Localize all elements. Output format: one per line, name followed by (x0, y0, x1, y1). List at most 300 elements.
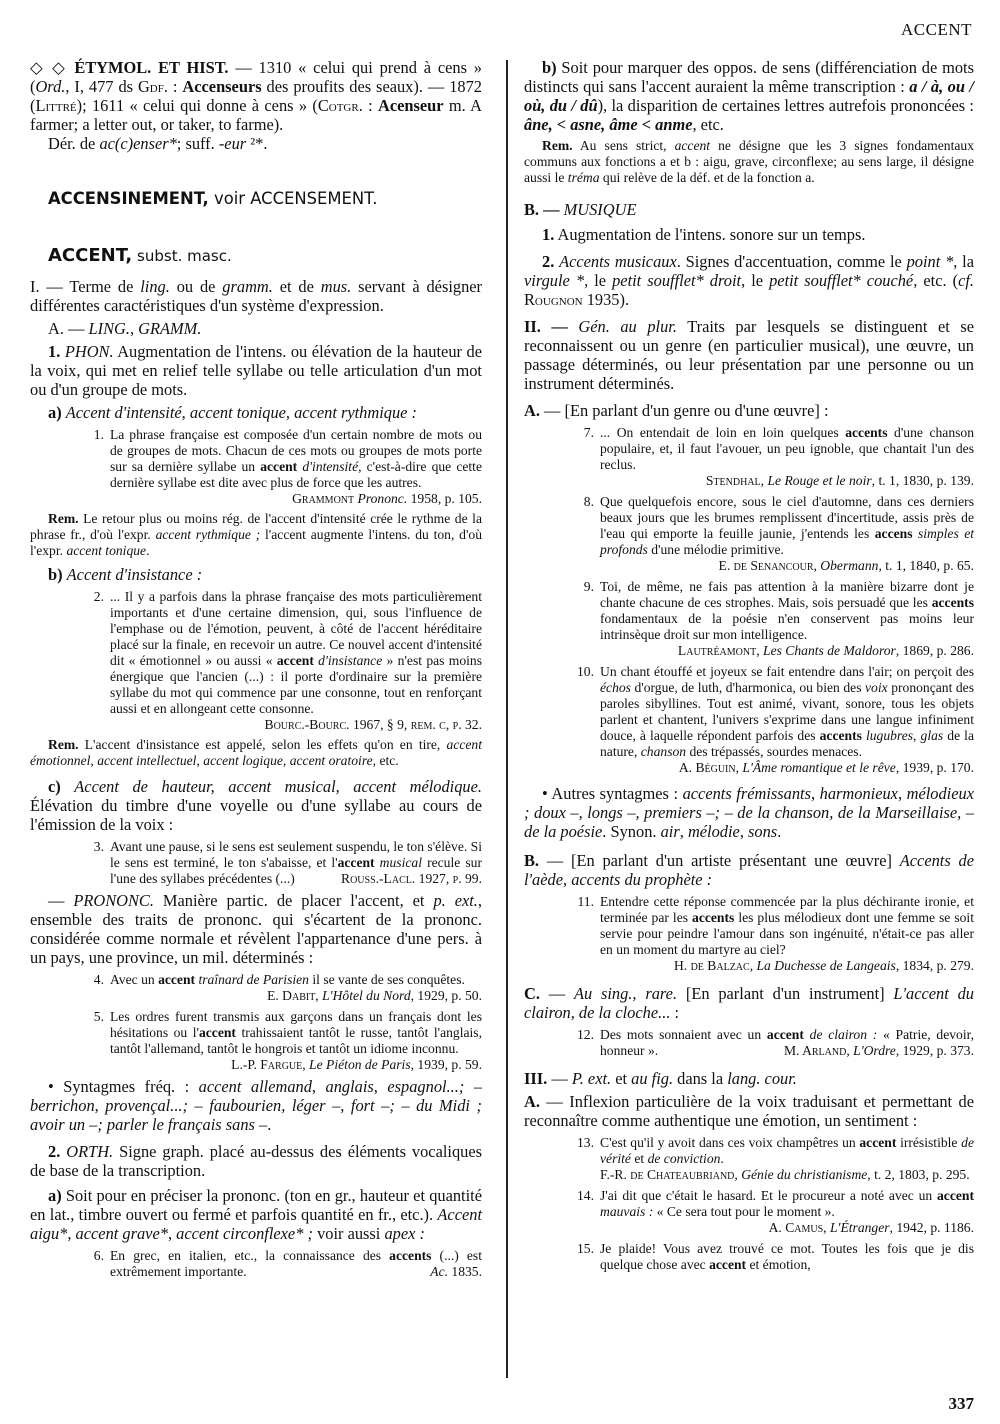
text: — (539, 984, 574, 1003)
italic-word: espagnol...; (387, 1077, 465, 1096)
text: , le (584, 271, 613, 290)
citation-ref: , 1929, p. 50. (410, 988, 482, 1003)
citation-author: L.-P. Fargue, (231, 1057, 306, 1072)
text: . Synon. (602, 822, 661, 841)
italic-word: lugubres (861, 728, 914, 743)
section-title: Accent de hauteur, accent musical, accent mélodique. (74, 777, 482, 796)
citation-title: L'Ordre (849, 1043, 896, 1058)
bold-word: accents (389, 1248, 432, 1263)
italic-word: petit soufflet* couché (769, 271, 914, 290)
italic-word: au fig. (631, 1069, 674, 1088)
italic-word: simples et profonds (600, 526, 975, 557)
example-8 (572, 494, 974, 574)
italic-word: de clairon : (803, 1027, 878, 1042)
text: , la (953, 252, 975, 271)
italic-word: Accents de l'aède, accents du prophète : (524, 851, 974, 889)
text: Soit pour en préciser la prononc. (ton en gr., hauteur et quantité en lat., timbre ouvert ou fermé et parfois quantité en fr., etc.). (30, 1186, 482, 1224)
example-number: 2. (93, 589, 104, 604)
bold-word: accent (859, 1135, 897, 1150)
text: Dér. de (48, 134, 100, 153)
italic-word: lang. cour. (727, 1069, 797, 1088)
headword: ACCENSINEMENT, (48, 189, 209, 208)
section-label: b) (542, 58, 557, 77)
entry-accent-heading (30, 244, 482, 267)
section-label: B. — (524, 200, 564, 219)
text: Augmentation de l'intens. sonore sur un temps. (554, 225, 866, 244)
quote: les plus mélodieux dont une femme se soit servie pour peindre l'amour dans son ingénuité, n'était-ce pas aller en un moment du martyre au ciel? (600, 910, 974, 957)
citation-ref: 1835. (448, 1264, 482, 1279)
example-number: 6. (93, 1248, 104, 1263)
italic-word: p. ext. (433, 891, 478, 910)
citation-title: L'Âme romantique et le rêve (739, 760, 896, 775)
text: — (547, 1069, 572, 1088)
text: ), la disparition de certaines lettres autrefois prononcées : (597, 96, 974, 115)
subsection-orth-b (524, 58, 974, 134)
text: : (167, 77, 183, 96)
italic-word: accent rythmique ; (155, 527, 261, 542)
italic-word: traînard de Parisien (195, 972, 309, 987)
section-label: a) (48, 1186, 62, 1205)
section-number: 2. (542, 252, 560, 271)
citation-ref: , 1942, p. 1186. (889, 1220, 974, 1235)
bold-word: accent (276, 653, 314, 668)
italic-word: sons (748, 822, 778, 841)
diamond-markers-icon: ◇ ◇ (30, 58, 68, 77)
section-prononc (30, 891, 482, 967)
italic-word: d'intensité (297, 459, 359, 474)
remark-label: Rem. (48, 511, 79, 526)
citation-title: Prononc. (354, 491, 408, 506)
text: , (739, 822, 749, 841)
example-4 (82, 972, 482, 1004)
section-title: Accent d'intensité, accent tonique, accent rythmique : (65, 403, 417, 422)
citation (600, 558, 974, 574)
section-number: 1. (48, 342, 65, 361)
italic-word: – berrichon, provençal...; – faubourien, léger –, fort –; – du Midi ; avoir un –; parler le français sans – (30, 1077, 483, 1134)
citation-author: M. Arland, (783, 1043, 850, 1058)
text: , (90, 753, 98, 768)
section-title: MUSIQUE (563, 200, 637, 219)
section-label: C. (524, 984, 540, 1003)
italic-word: musical (374, 855, 422, 870)
text: , (311, 1077, 326, 1096)
citation (267, 988, 482, 1004)
subsection-b (30, 565, 482, 584)
italic-word: mus. (320, 277, 352, 296)
text: — [En parlant d'un genre ou d'une œuvre] : (539, 401, 829, 420)
italic-word: Accents musicaux (559, 252, 677, 271)
source-abbrev: Gdf. (137, 77, 168, 96)
source-abbrev: Littré (35, 96, 77, 115)
remark-label: Rem. (48, 737, 79, 752)
citation (110, 491, 482, 507)
quote: des trépassés, sourdes menaces. (686, 744, 862, 759)
section-III (524, 1069, 974, 1088)
citation-ref: , 1939, p. 170. (895, 760, 974, 775)
example-number: 8. (583, 494, 594, 509)
left-column (30, 58, 482, 1280)
quote: La phrase française est composée d'un certain nombre de mots ou de groupes de mots. Chacun de ces mots ou groupes de mots porte sur sa dernière syllabe un (110, 427, 482, 474)
section-title: LING., GRAMM. (88, 319, 202, 338)
citation (110, 1057, 482, 1073)
citation-author: H. de Balzac, (673, 958, 754, 973)
quote: et (630, 1151, 648, 1166)
italic-word: accent intellectuel (97, 753, 197, 768)
example-12 (572, 1027, 974, 1059)
citation-author: E. Dabit, (267, 988, 319, 1003)
citation-ref: , 1834, p. 279. (895, 958, 974, 973)
text: m. A farmer; a letter out, or taker, to farme). (30, 96, 482, 134)
subsection-c (30, 777, 482, 834)
autres-syntagmes (524, 784, 974, 841)
section-III-A (524, 1092, 974, 1130)
bold-word: accent (766, 1027, 804, 1042)
italic-word: apex : (384, 1224, 425, 1243)
text: voir aussi (312, 1224, 385, 1243)
etymology-paragraph (30, 58, 482, 134)
text: Traits par lesquels se distinguent et se reconnaissent ou un genre (en particulier musical), une œuvre, un passage déterminés, ou leur présentation par une personne ou un instrument déterminés. (524, 317, 974, 393)
quote: J'ai dit que c'était le hasard. Et le procureur a noté avec un (600, 1188, 937, 1203)
source-abbrev: Ord. (35, 77, 66, 96)
italic-word: accent émotionnel (30, 737, 482, 768)
quote: Avant une pause, si le sens est seulement suspendu, le ton s'élève. Si le sens est terminé, le ton s'abaisse, et l' (110, 839, 482, 870)
italic-word: virgule * (524, 271, 585, 290)
italic-word: de vérité (600, 1135, 974, 1166)
quote: Des mots sonnaient avec un (600, 1027, 767, 1042)
italic-word: glas (920, 728, 944, 743)
example-number: 9. (583, 579, 594, 594)
remark-2 (30, 737, 482, 769)
citation-title: Ac. (430, 1264, 449, 1279)
example-number: 5. (93, 1009, 104, 1024)
syntagmes-frequents (30, 1077, 482, 1134)
citation-title: Le Piéton de Paris (305, 1057, 411, 1072)
remark-label: Rem. (542, 138, 573, 153)
section-II (524, 317, 974, 393)
italic-word: âne, < asne, âme < anme (524, 115, 693, 134)
citation (600, 473, 974, 489)
quote: Avec un (110, 972, 159, 987)
italic-word: point * (906, 252, 954, 271)
column-divider (506, 60, 508, 1378)
italic-word: mélodie (687, 822, 740, 841)
citation-title: Les Chants de Maldoror (759, 643, 896, 658)
section-label: a) (48, 403, 66, 422)
bold-word: accens (874, 526, 913, 541)
citation (600, 958, 974, 974)
section-number: 1. (542, 225, 555, 244)
italic-word: Au sing., rare. (573, 984, 678, 1003)
italic-word: mauvais : (600, 1204, 654, 1219)
italic-word: ling. (140, 277, 170, 296)
citation (784, 1043, 974, 1059)
example-number: 14. (577, 1188, 594, 1203)
example-number: 10. (577, 664, 594, 679)
etym-label: ÉTYMOL. ET HIST. (74, 58, 229, 77)
text: Autres syntagmes : (551, 784, 683, 803)
text: Élévation du timbre d'une voyelle ou d'une syllabe au cours de l'émission de la voix : (30, 796, 482, 834)
example-14 (572, 1188, 974, 1236)
text: . Signes d'accentuation, comme le (676, 252, 907, 271)
example-number: 7. (583, 425, 594, 440)
text: L'accent d'insistance est appelé, selon les effets qu'on en tire, (78, 737, 447, 752)
entry-accensinement (30, 189, 482, 208)
citation-ref: , 1939, p. 59. (410, 1057, 482, 1072)
text: ²*. (246, 134, 268, 153)
citation-author: Lautréamont, (677, 643, 760, 658)
quote: d'une chanson populaire, et, il faut l'avouer, un peu ignoble, que chantait l'un des reclus. (600, 425, 974, 472)
citation: Bourc.-Bourc. 1967, § 9, rem. c, p. 32. (264, 717, 482, 732)
bold-word: accents (819, 728, 862, 743)
text: : (362, 96, 379, 115)
text: [En parlant d'un instrument] (677, 984, 894, 1003)
quote: prononçant des paroles sibyllines. Tout est animé, vivant, sonore, tous les objets parlent et chantent, l'univers s'exprime dans une langue infiniment douce, à laquelle répondent parfois des (600, 680, 974, 743)
bold-word: accent (337, 855, 375, 870)
subsection-orth-a (30, 1186, 482, 1243)
part-of-speech: subst. masc. (132, 247, 232, 265)
italic-word: Gén. au plur. (578, 317, 677, 336)
domain-tag: ORTH. (66, 1142, 114, 1161)
example-number: 12. (577, 1027, 594, 1042)
italic-word: accents frémissants (682, 784, 811, 803)
example-number: 4. (93, 972, 104, 987)
domain-tag: PRONONC. (73, 891, 154, 910)
italic-word: voix (865, 680, 888, 695)
italic-word: a / à, ou / où, du / dû (524, 77, 974, 115)
example-13 (572, 1135, 974, 1183)
quote: . (720, 1151, 724, 1166)
italic-word: accent logique (203, 753, 283, 768)
text: ou de (169, 277, 223, 296)
text: et (611, 1069, 632, 1088)
quote: Que quelquefois encore, sous le ciel d'automne, dans ces derniers beaux jours que les brumes remplissent d'incertitude, assis près de l'eau qui emporte la feuille jaunie, j'entends les (600, 494, 974, 541)
citation-ref: , t. 1, 1830, p. 139. (871, 473, 974, 488)
text: , etc. ( (913, 271, 959, 290)
citation-title: Le Rouge et le noir (764, 473, 872, 488)
remark-1 (30, 511, 482, 559)
example-3 (82, 839, 482, 887)
text: , (282, 753, 290, 768)
quote: « Patrie, devoir, honneur ». (600, 1027, 974, 1058)
text: I. — Terme de (30, 277, 141, 296)
citation (600, 643, 974, 659)
text: servant à désigner différentes caractéristiques d'un système d'expression. (30, 277, 482, 315)
example-number: 15. (577, 1241, 594, 1256)
italic-word: accent (674, 138, 711, 153)
example-number: 11. (577, 894, 594, 909)
quote: recule sur l'une des syllabes précédentes (...) (110, 855, 482, 886)
citation: Rouss.-Lacl. 1927, p. 99. (341, 871, 482, 886)
section-I (30, 277, 482, 315)
quote: il se vante de ses conquêtes. (308, 972, 465, 987)
remark-3 (524, 138, 974, 186)
italic-word: Accent aigu* (30, 1205, 482, 1243)
text: Syntagmes fréq. : (63, 1077, 199, 1096)
quote: (...) est extrêmement importante. (110, 1248, 482, 1279)
text: , etc. (692, 115, 724, 134)
text: Le retour plus ou moins rég. de l'accent d'intensité crée le rythme de la phrase fr., d'où l'expr. (30, 511, 482, 542)
citation-ref: , 1929, p. 373. (895, 1043, 974, 1058)
italic-word: P. ext. (571, 1069, 612, 1088)
example-number: 3. (93, 839, 104, 854)
bold-word: accents (692, 910, 735, 925)
right-column (524, 58, 974, 1273)
italic-word: tréma (567, 170, 600, 185)
page-number: 337 (948, 1394, 974, 1413)
citation (600, 1220, 974, 1236)
citation-author: Stendhal, (705, 473, 765, 488)
quote: » n'est pas moins énergique que l'ancien (...) : il porte d'ordinaire sur la première syllabe du mot qui commence par une consonne, tout en renforçant aussi et en allongeant cette consonne. (110, 653, 482, 716)
section-II-C (524, 984, 974, 1022)
quote: trahissaient tantôt le russe, tantôt l'anglais, tantôt l'allemand, tantôt le hongrois et tantôt un idiome inconnu. (110, 1025, 482, 1056)
example-15 (572, 1241, 974, 1273)
quote: , (913, 728, 921, 743)
citation-ref: , t. 2, 1803, p. 295. (867, 1167, 970, 1182)
citation-author: Grammont (292, 491, 355, 506)
citation-title: Génie du christianisme (737, 1167, 868, 1182)
text: et de (272, 277, 321, 296)
italic-word: anglais (325, 1077, 374, 1096)
cross-reference[interactable]: voir ACCENSEMENT. (208, 189, 378, 208)
section-label: A. (524, 1092, 540, 1111)
text: , (679, 822, 688, 841)
italic-word: mélodieux ; doux –, longs –, premiers –; – de la chanson, de la Marseillaise, – de la poésie (524, 784, 974, 841)
italic-word: ac(c)enser* (99, 134, 177, 153)
italic-word: accent allemand (198, 1077, 312, 1096)
italic-word: petit soufflet* droit (612, 271, 742, 290)
citation-title: Obermann (816, 558, 879, 573)
section-2-orth (30, 1142, 482, 1180)
text: , (810, 784, 820, 803)
italic-word: -eur (218, 134, 247, 153)
text: Au sens strict, (572, 138, 675, 153)
source-abbrev: Cotgr. (317, 96, 363, 115)
text: , (196, 753, 204, 768)
text: dans la (673, 1069, 728, 1088)
italic-word: accent tonique (66, 543, 147, 558)
text: , (167, 1224, 177, 1243)
bold-word: accent (158, 972, 196, 987)
citation-author: Rougnon (524, 290, 583, 309)
section-label: A. — (48, 319, 89, 338)
example-7 (572, 425, 974, 489)
text: , ensemble des traits de prononc. qui s'écartent de la prononc. considérée comme normale et révèlent l'appartenance d'une pers. à un pays, une province, un mil. déterminés : (30, 891, 483, 967)
quote: « Ce sera tout pour le moment ». (653, 1204, 835, 1219)
derivation-line (30, 134, 482, 153)
section-number: 2. (48, 1142, 67, 1161)
section-label: A. (524, 401, 540, 420)
quote: ... Il y a parfois dans la phrase française des mots particulièrement importants et d'une certaine dimension, qui, sous l'influence de l'emphase ou de l'émotion, peuvent, à côté de l'accent héréditaire placé sur la finale, en recevoir un autre. Ce nouvel accent d'intensité dit « émotionnel » ou aussi « (110, 589, 482, 668)
text: , I, 477 ds (65, 77, 138, 96)
quote: En grec, en italien, etc., la connaissance des (110, 1248, 390, 1263)
quote: Je plaide! Vous avez trouvé ce mot. Toutes les fois que je dis quelque chose avec (600, 1241, 974, 1272)
citation-author: A. Camus, (768, 1220, 827, 1235)
quote: fondamentaux de la poésie n'en conservent pas moins leur intrinsèque droit sur mon intelligence. (600, 611, 974, 642)
citation-title: L'Étranger (826, 1220, 890, 1235)
italic-word: cf. (958, 271, 975, 290)
text: , (897, 784, 907, 803)
section-label: c) (48, 777, 75, 796)
running-head: ACCENT (901, 20, 972, 39)
example-6 (82, 1248, 482, 1280)
text: , etc. (372, 753, 399, 768)
text: , (67, 1224, 76, 1243)
quote: de la nature, (600, 728, 974, 759)
section-B-1 (524, 225, 974, 244)
text: Soit pour marquer des oppos. de sens (différenciation de mots distincts qui sans l'accent auraient la même transcription : (524, 58, 974, 96)
text: : (670, 1003, 680, 1022)
citation-author: A. Béguin, (678, 760, 740, 775)
text: , le (741, 271, 770, 290)
italic-word: harmonieux (819, 784, 898, 803)
italic-word: accent grave* (75, 1224, 168, 1243)
quote: C'est qu'il y avoit dans ces voix champêtres un (600, 1135, 860, 1150)
citation-title: La Duchesse de Langeais (753, 958, 896, 973)
quote: Entendre cette réponse commencée par la plus déchirante ironie, et terminée par les (600, 894, 974, 925)
section-label: II. — (524, 317, 579, 336)
domain-tag: PHON. (64, 342, 114, 361)
text: qui relève de la déf. et de la fonction a. (599, 170, 815, 185)
section-B-2 (524, 252, 974, 309)
text: , (373, 1077, 388, 1096)
example-number: 13. (577, 1135, 594, 1150)
bold-word: accent (260, 459, 298, 474)
italic-word: L'accent du clairon, de la cloche... (524, 984, 975, 1022)
italic-word: accent oratoire (289, 753, 373, 768)
subsection-a (30, 403, 482, 422)
citation-ref: , 1869, p. 286. (895, 643, 974, 658)
citation-title: L'Hôtel du Nord (318, 988, 411, 1003)
quote: irrésistible (896, 1135, 962, 1150)
quote: , c'est-à-dire que cette dernière syllabe est dite avec plus de force que les autres. (110, 459, 482, 490)
text: — [En parlant d'un artiste présentant une œuvre] (539, 851, 900, 870)
quote: et émotion, (746, 1257, 811, 1272)
text: . (777, 822, 782, 841)
text: — (48, 891, 74, 910)
section-label: b) (48, 565, 67, 584)
text: l'accent augmente l'intens. du ton, d'où l'expr. (30, 527, 482, 558)
quote: Un chant étouffé et joyeux se fait entendre dans l'air; on perçoit des (600, 664, 974, 679)
example-10 (572, 664, 974, 776)
italic-word: échos (600, 680, 631, 695)
bold-word: accent (198, 1025, 236, 1040)
bold-word: accents (931, 595, 974, 610)
section-I-A (30, 319, 482, 338)
italic-word: air (660, 822, 680, 841)
example-5 (82, 1009, 482, 1073)
section-II-A (524, 401, 974, 420)
text: Manière partic. de placer l'accent, et (153, 891, 434, 910)
italic-word: d'insistance (313, 653, 383, 668)
bullet-icon: • (48, 1077, 64, 1096)
text: ); 1611 « celui qui donne à cens » ( (76, 96, 318, 115)
section-I-B (524, 200, 974, 219)
quote: Toi, de même, ne fais pas attention à la manière bizarre dont je chante chacune de ces strophes. Mais, sois persuadé que les (600, 579, 974, 610)
example-9 (572, 579, 974, 659)
citation (600, 1167, 974, 1183)
citation-ref: 1958, p. 105. (407, 491, 482, 506)
section-label: B. (524, 851, 540, 870)
citation-ref: , t. 1, 1840, p. 65. (878, 558, 974, 573)
section-1-phon (30, 342, 482, 399)
example-11 (572, 894, 974, 974)
text: ne désigne que les 3 signes fondamentaux communs aux fonctions a et b : aigu, grave, circonflexe; au sens large, il désigne aussi le (524, 138, 974, 185)
example-2 (82, 589, 482, 733)
citation (600, 760, 974, 776)
bold-word: Acenseur (378, 96, 444, 115)
italic-word: gramm. (222, 277, 273, 296)
text: . (146, 543, 150, 558)
